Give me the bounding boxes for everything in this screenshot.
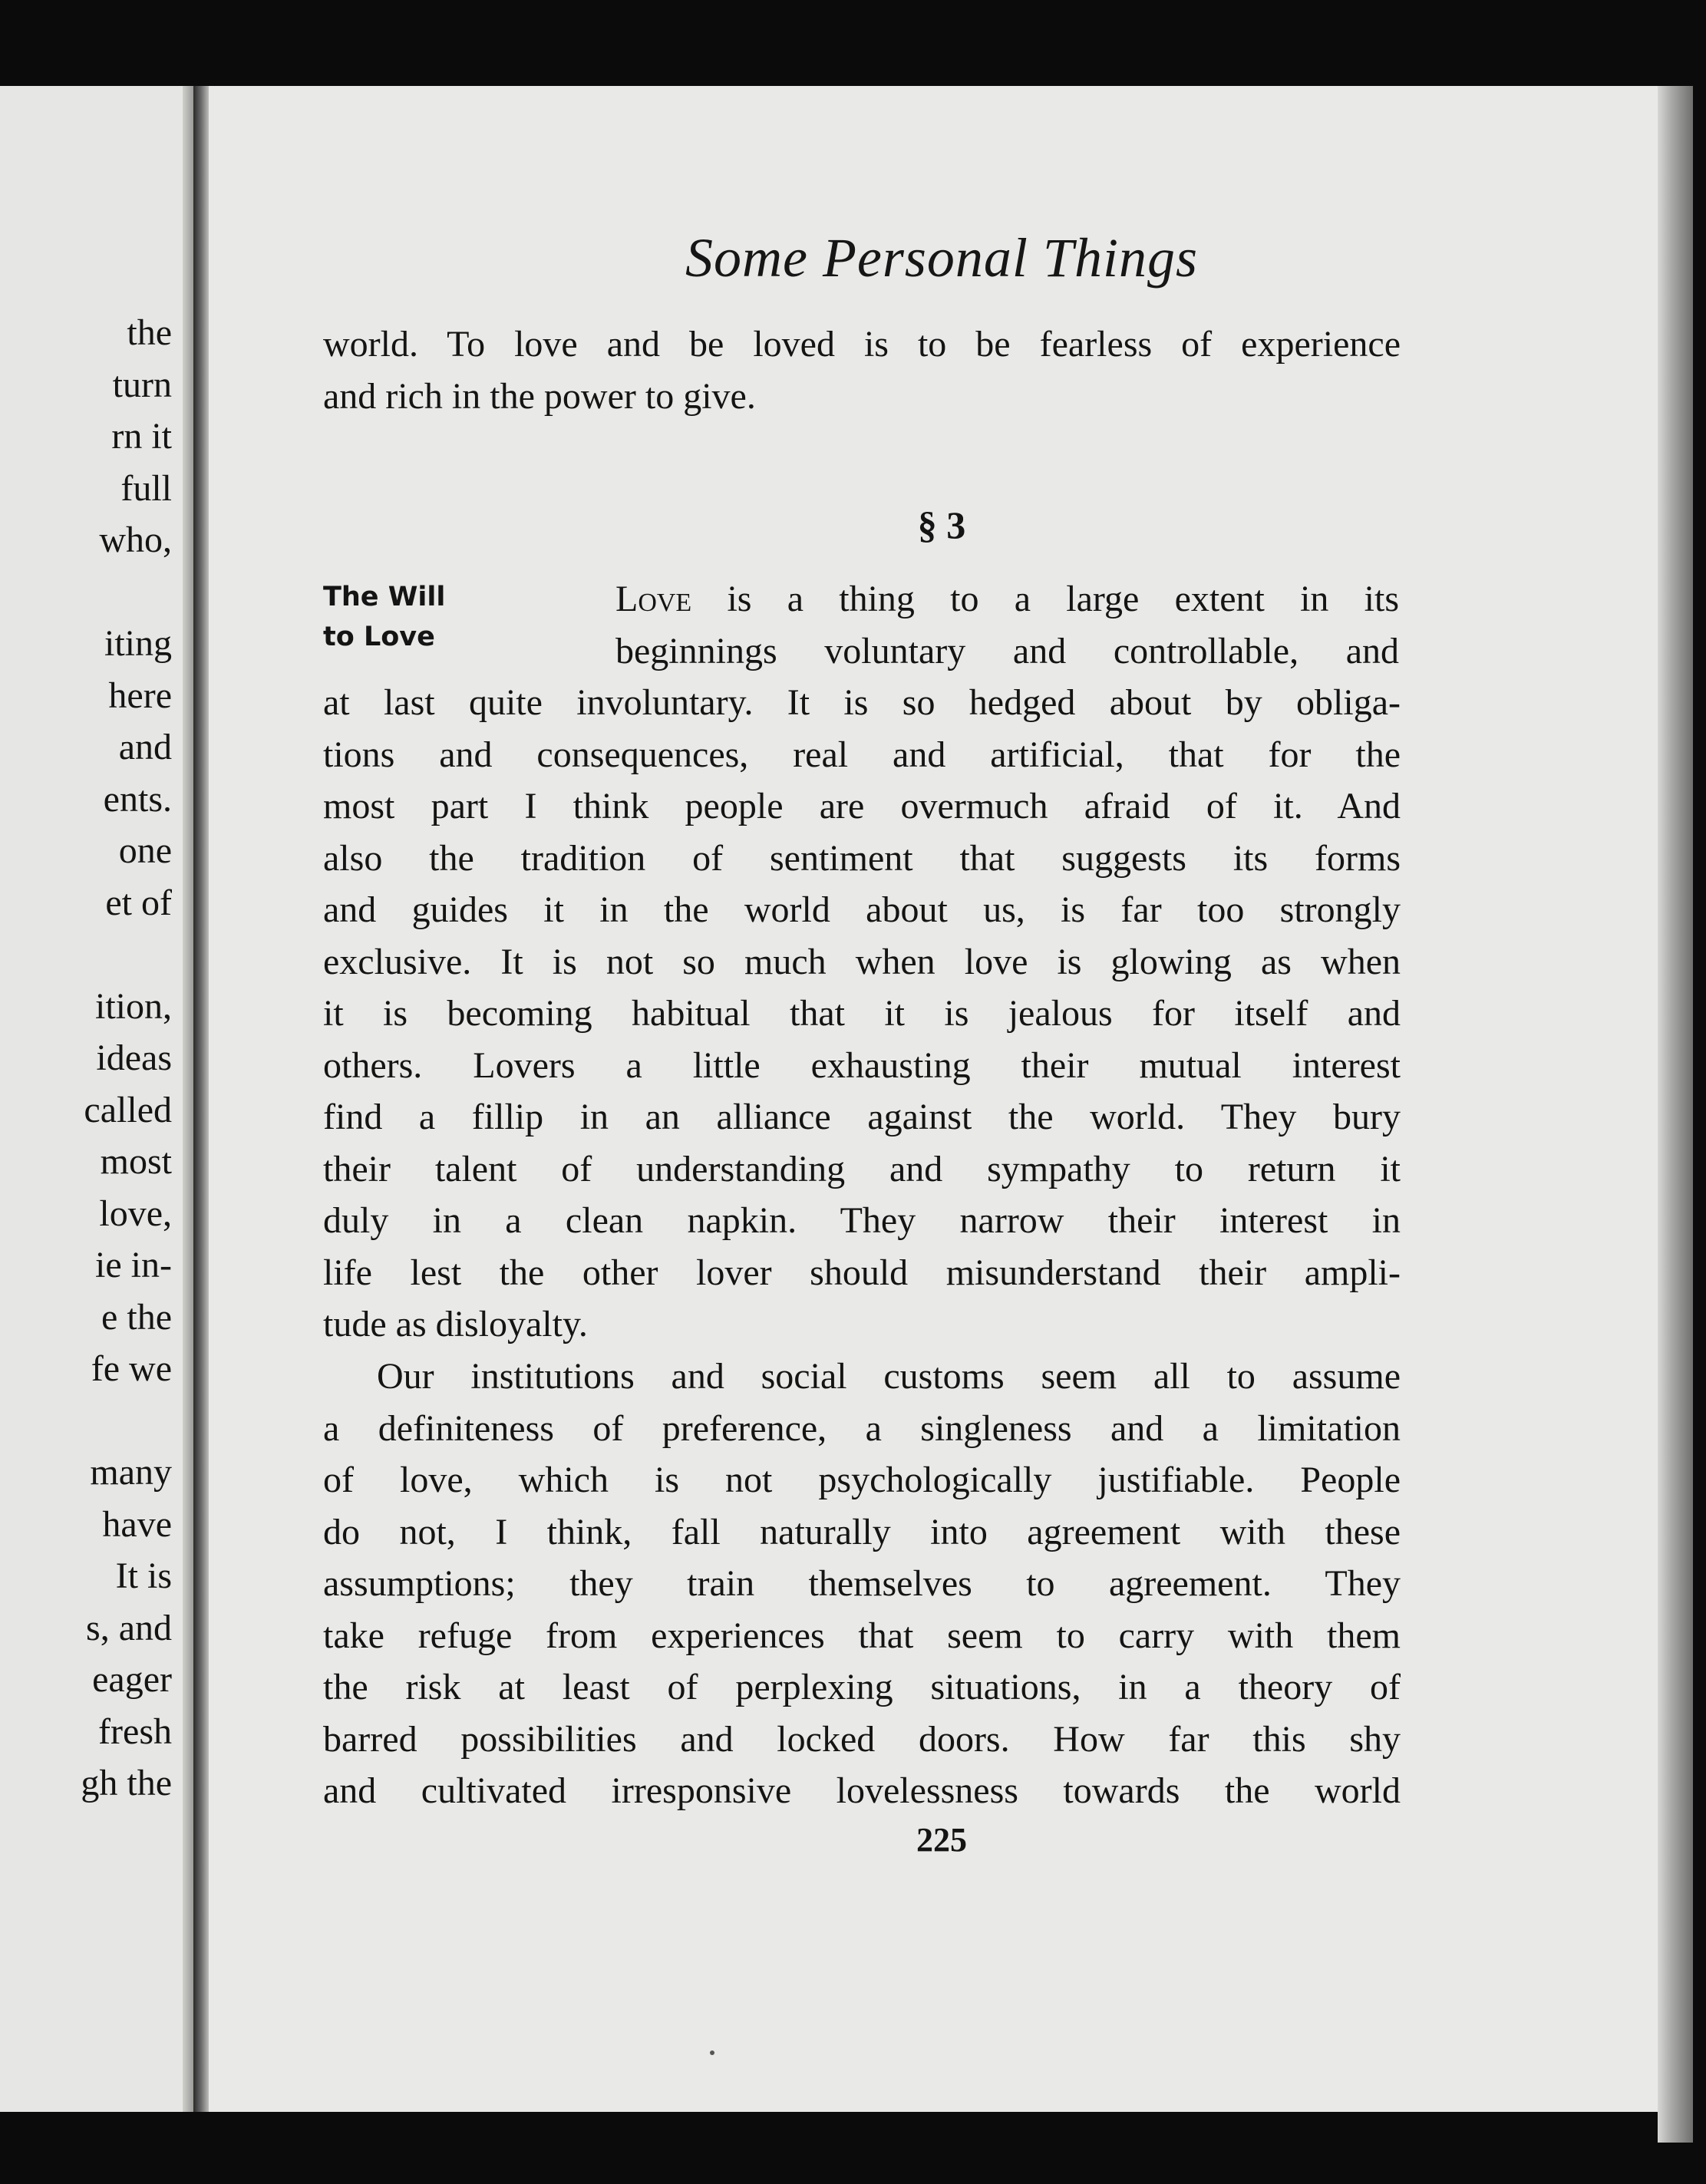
facing-page-line: one (118, 830, 172, 871)
text-line: the risk at least of perplexing situations, in a theory of (323, 1667, 1401, 1707)
facing-page-gutter-shadow (183, 86, 193, 2112)
facing-page-line: s, and (86, 1607, 172, 1648)
opening-lines (323, 318, 1401, 422)
text-line: also the tradition of sentiment that suggests its forms (323, 837, 1401, 879)
text-line: life lest the other lover should misunderstand their ampli- (323, 1252, 1401, 1293)
text-line: their talent of understanding and sympathy to return it (323, 1148, 1401, 1189)
facing-page-line: here (108, 675, 172, 716)
facing-page-line: fresh (98, 1711, 172, 1752)
section-heading: § 3 (917, 503, 966, 546)
text-line: world. To love and be loved is to be fearless of experience (323, 324, 1401, 365)
facing-page-line: fe we (91, 1348, 172, 1389)
page-number: 225 (916, 1821, 967, 1859)
text-line: and guides it in the world about us, is far too strongly (323, 889, 1401, 930)
margin-note-line: to Love (323, 622, 435, 652)
facing-page-line: have (102, 1503, 172, 1545)
running-head: Some Personal Things (685, 227, 1198, 289)
facing-page-line: the (127, 312, 172, 353)
facing-page-text (0, 307, 183, 1810)
paragraph-1-opening (615, 573, 1399, 677)
text-line: and cultivated irresponsive lovelessness towards the world (323, 1770, 1401, 1811)
paragraph-1 (323, 677, 1401, 1351)
text-line: and rich in the power to give. (323, 375, 756, 417)
facing-page-line: many (90, 1452, 172, 1493)
facing-page-line: eager (92, 1659, 172, 1700)
facing-page-line: turn (112, 364, 172, 405)
text-line: Our institutions and social customs seem all to assume (377, 1356, 1401, 1397)
text-line: assumptions; they train themselves to agreement. They (323, 1563, 1401, 1604)
text-line: tions and consequences, real and artificial, that for the (323, 734, 1401, 775)
text-line: exclusive. It is not so much when love is glowing as when (323, 941, 1401, 982)
facing-page-line (0, 566, 183, 619)
text-line: beginnings voluntary and controllable, and (615, 630, 1399, 671)
facing-page-line: iting (104, 623, 172, 664)
facing-page-line: e the (101, 1296, 172, 1338)
text-line: tude as disloyalty. (323, 1304, 588, 1344)
text-line: of love, which is not psychologically justifiable. People (323, 1460, 1401, 1500)
text-span: is a thing to a large extent in its (727, 579, 1400, 619)
facing-page-line: most (100, 1141, 172, 1182)
text-line: take refuge from experiences that seem to carry with them (323, 1615, 1401, 1656)
book-spine (193, 86, 209, 2112)
text-line: find a fillip in an alliance against the world. They bury (323, 1097, 1401, 1137)
facing-page-line: full (120, 467, 172, 509)
text-line: a definiteness of preference, a singleness and a limitation (323, 1407, 1401, 1449)
text-line: at last quite involuntary. It is so hedged about by obliga- (323, 682, 1401, 723)
drop-word: Love (615, 579, 692, 619)
margin-note-line: The Will (323, 582, 446, 612)
text-line: it is becoming habitual that it is jealous for itself and (323, 993, 1401, 1034)
facing-page-line: who, (99, 520, 172, 560)
facing-page-line: gh the (81, 1763, 172, 1803)
text-line: most part I think people are overmuch afraid of it. And (323, 786, 1401, 826)
facing-page-line: ition, (94, 985, 172, 1027)
margin-note (323, 577, 445, 657)
text-line (615, 573, 1399, 625)
facing-page (0, 86, 196, 2112)
facing-page-line: et of (105, 882, 172, 923)
speck (710, 2050, 714, 2055)
text-line: do not, I think, fall naturally into agreement with these (323, 1511, 1401, 1552)
facing-page-line (0, 1395, 183, 1447)
facing-page-line: rn it (111, 416, 172, 457)
facing-page-line (0, 929, 183, 981)
facing-page-line: It is (115, 1556, 172, 1596)
facing-page-line: ents. (103, 778, 172, 820)
text-line: others. Lovers a little exhausting their mutual interest (323, 1044, 1401, 1086)
facing-page-line: love, (99, 1193, 172, 1234)
facing-page-line: ie in- (95, 1245, 172, 1285)
text-line: barred possibilities and locked doors. How far this shy (323, 1718, 1401, 1760)
facing-page-line: called (84, 1089, 172, 1130)
text-line: duly in a clean napkin. They narrow their interest in (323, 1200, 1401, 1241)
facing-page-line: ideas (96, 1038, 172, 1078)
facing-page-line: and (118, 727, 172, 767)
paragraph-2 (323, 1351, 1401, 1817)
